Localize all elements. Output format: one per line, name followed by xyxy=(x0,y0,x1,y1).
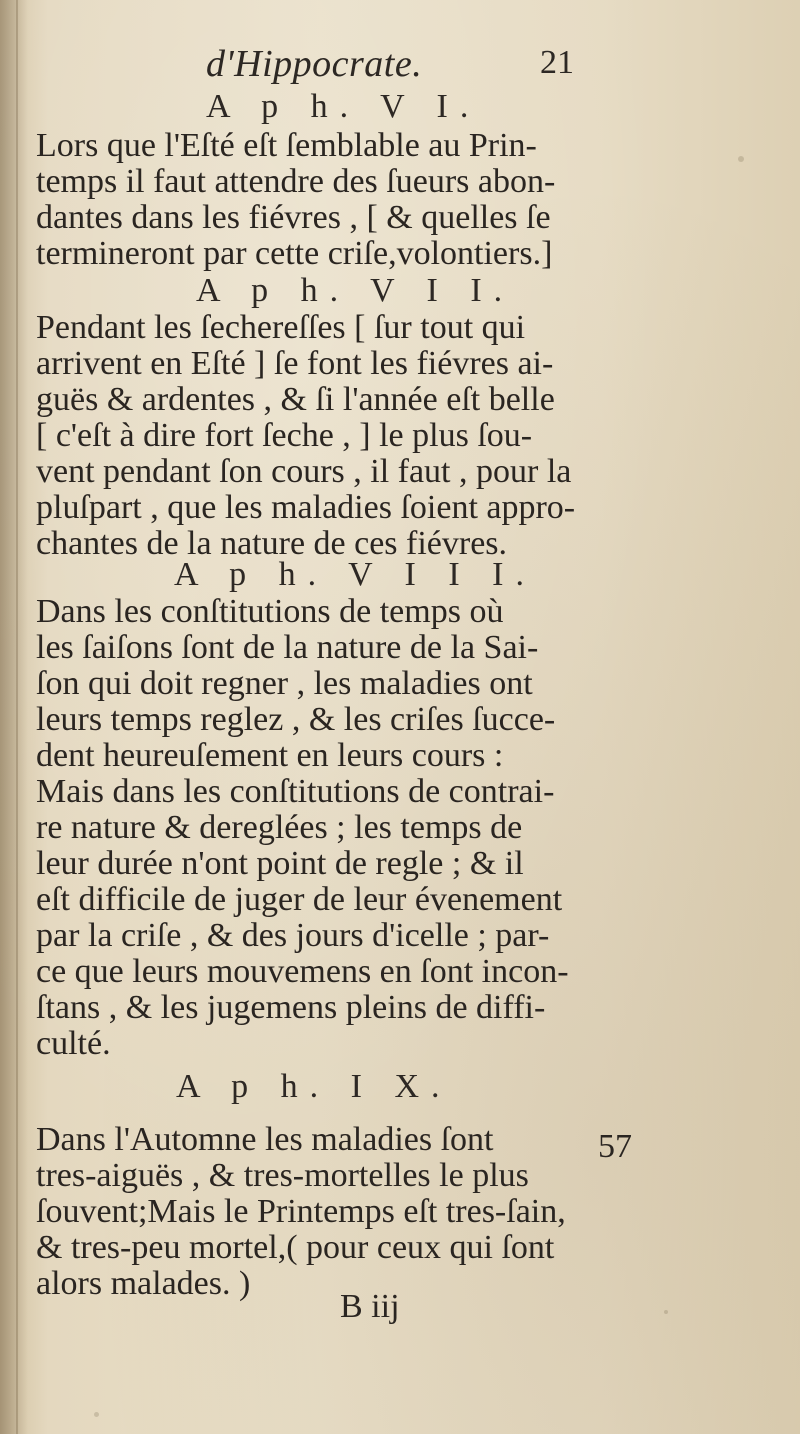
text-line: Dans les conſtitutions de temps où xyxy=(36,593,504,630)
paper-spot xyxy=(94,1412,99,1417)
aphorism-heading-vi: A p h. V I. xyxy=(206,88,481,125)
aphorism-heading-vii: A p h. V I I. xyxy=(196,272,515,309)
page-edge-line xyxy=(16,0,18,1434)
text-line: leur durée n'ont point de regle ; & il xyxy=(36,845,524,882)
text-line: leurs temps reglez , & les criſes ſucce- xyxy=(36,701,556,738)
page-number: 21 xyxy=(540,44,574,81)
text-line: Pendant les ſechereſſes [ ſur tout qui xyxy=(36,309,526,346)
text-line: [ c'eſt à dire fort ſeche , ] le plus ſou- xyxy=(36,417,533,454)
text-line: Mais dans les conſtitutions de contrai- xyxy=(36,773,555,810)
text-line: chantes de la nature de ces fiévres. xyxy=(36,525,508,562)
text-line: vent pendant ſon cours , il faut , pour la xyxy=(36,453,572,490)
text-line: arrivent en Eſté ] ſe font les fiévres ai- xyxy=(36,345,554,382)
text-line: tres-aiguës , & tres-mortelles le plus xyxy=(36,1157,529,1194)
text-line: ſouvent;Mais le Printemps eſt tres-ſain, xyxy=(36,1193,566,1230)
text-line: par la criſe , & des jours d'icelle ; par- xyxy=(36,917,550,954)
aphorism-heading-ix: A p h. I X. xyxy=(176,1068,452,1105)
margin-note: 57 xyxy=(598,1128,632,1165)
text-line: ſtans , & les jugemens pleins de diffi- xyxy=(36,989,546,1026)
text-line: dantes dans les fiévres , [ & quelles ſe xyxy=(36,199,551,236)
text-line: termineront par cette criſe,volontiers.] xyxy=(36,235,553,272)
text-line: dent heureuſement en leurs cours : xyxy=(36,737,504,774)
paper-spot xyxy=(738,156,744,162)
text-line: & tres-peu mortel,( pour ceux qui ſont xyxy=(36,1229,555,1266)
text-line: re nature & dereglées ; les temps de xyxy=(36,809,523,846)
text-line: eſt difficile de juger de leur évenement xyxy=(36,881,563,918)
text-line: les ſaiſons ſont de la nature de la Sai- xyxy=(36,629,539,666)
text-line: temps il faut attendre des ſueurs abon- xyxy=(36,163,556,200)
text-line: ce que leurs mouvemens en ſont incon- xyxy=(36,953,569,990)
gutter-shadow xyxy=(0,0,28,1434)
paper-spot xyxy=(664,1310,668,1314)
running-title: d'Hippocrate. xyxy=(206,43,423,85)
text-line: alors malades. ) xyxy=(36,1265,251,1302)
aphorism-heading-viii: A p h. V I I I. xyxy=(174,556,536,593)
signature-mark: B iij xyxy=(340,1288,400,1325)
text-line: guës & ardentes , & ſi l'année eſt belle xyxy=(36,381,555,418)
text-line: pluſpart , que les maladies ſoient appro- xyxy=(36,489,576,526)
text-line: culté. xyxy=(36,1025,111,1062)
text-line: Lors que l'Eſté eſt ſemblable au Prin- xyxy=(36,127,537,164)
text-line: ſon qui doit regner , les maladies ont xyxy=(36,665,533,702)
text-line: Dans l'Automne les maladies ſont xyxy=(36,1121,494,1158)
